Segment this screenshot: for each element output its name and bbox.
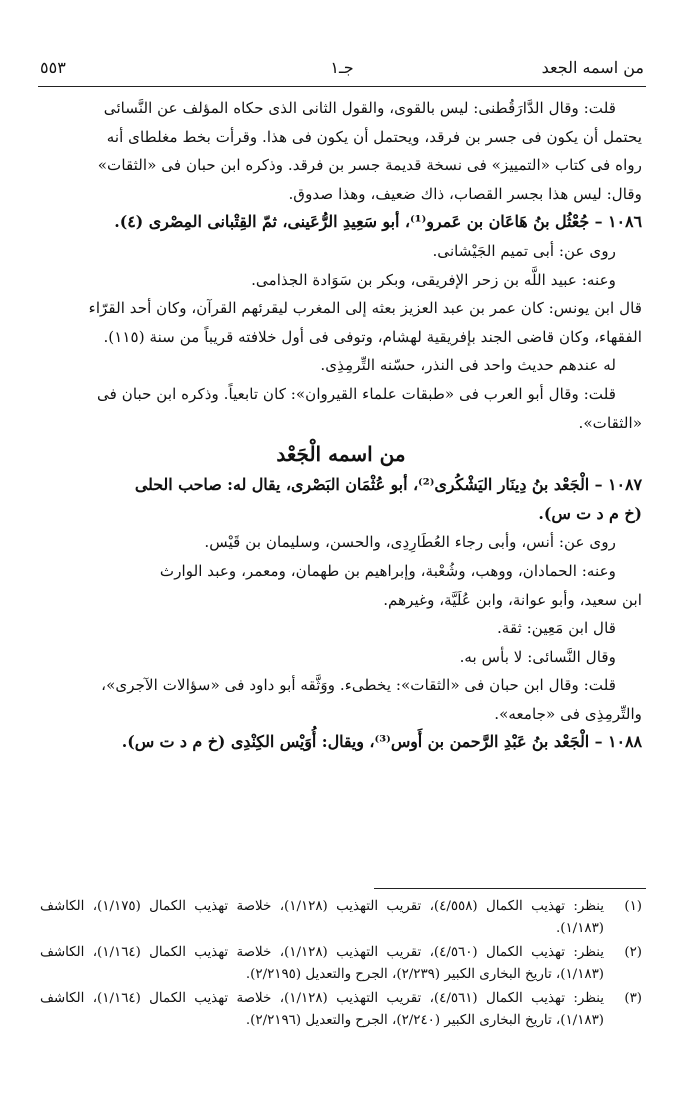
text-line: روى عن: أبى تميم الجَيْشانى. bbox=[432, 241, 616, 260]
entry-heading-1087-cont: (خ م د ت س). bbox=[538, 503, 642, 523]
text-line: الفقهاء، وكان قاضى الجند بإفريقية لهشام، وتوفى فى أول خلافته قريباً من سنة (١١٥). bbox=[103, 327, 642, 346]
footnote-number: (٣) bbox=[624, 991, 642, 1006]
footnote-rule bbox=[374, 888, 646, 889]
footnote-number: (٢) bbox=[624, 945, 642, 960]
main-text bbox=[40, 94, 642, 757]
text-line: له عندهم حديث واحد فى النذر، حسّنه التِّرمِذِى. bbox=[320, 356, 616, 375]
footnote-text: ينظر: تهذيب الكمال (٤/٥٦١)، تقريب التهذيب (١/١٢٨)، خلاصة تهذيب الكمال (١/١٦٤)، الكاشف (١/١٨٣)، تاريخ البخارى الكبير (٢/٢٤٠)، الجرح والتعديل (٢/٢١٩٦). bbox=[40, 991, 604, 1028]
text-line: وقال: ليس هذا بجسر القصاب، ذاك ضعيف، وهذا صدوق. bbox=[288, 184, 642, 203]
footnote-text: ينظر: تهذيب الكمال (٤/٥٦٠)، تقريب التهذيب (١/١٢٨)، خلاصة تهذيب الكمال (١/١٦٤)، الكاشف (١/١٨٣)، تاريخ البخارى الكبير (٢/٢٣٩)، الجرح والتعديل (٢/٢١٩٥). bbox=[40, 945, 604, 982]
footnotes bbox=[40, 896, 644, 1034]
header-rule bbox=[38, 86, 646, 87]
footnote-2 bbox=[40, 942, 644, 985]
text-line: وعنه: عبيد اللَّه بن زحر الإفريقى، وبكر بن سَوَادة الجذامى. bbox=[251, 270, 616, 289]
text-line: قلت: وقال الدَّارَقُطنى: ليس بالقوى، والقول الثانى الذى حكاه المؤلف عن النَّسائى bbox=[103, 99, 616, 117]
text-line: رواه فى كتاب «التمييز» فى نسخة قديمة جسر بن فرقد. وذكره ابن حبان فى «الثقات» bbox=[97, 156, 642, 175]
text-line: قال ابن مَعِين: ثقة. bbox=[496, 619, 616, 638]
text-line: قلت: وقال أبو العرب فى «طبقات علماء القيروان»: كان تابعياً. وذكره ابن حبان فى bbox=[96, 384, 616, 403]
entry-heading-1087: ١٠٨٧ – الْجَعْد بنُ دِينَار اليَشْكُرى⁽²⁾، أبو عُثْمَان البَصْرى، يقال له: صاحب الحلى bbox=[134, 475, 642, 495]
text-line: والتِّرمِذِى فى «جامعه». bbox=[494, 704, 642, 723]
text-line: يحتمل أن يكون فى جسر بن فرقد، ويحتمل أن يكون فى هذا. وقرأت بخط مغلطاى أنه bbox=[106, 127, 642, 146]
footnote-text: ينظر: تهذيب الكمال (٤/٥٥٨)، تقريب التهذيب (١/١٢٨)، خلاصة تهذيب الكمال (١/١٧٥)، الكاشف (١/١٨٣). bbox=[40, 899, 604, 936]
text-line: قال ابن يونس: كان عمر بن عبد العزيز بعثه إلى المغرب ليقرئهم القرآن، وكان أحد القرّاء bbox=[88, 299, 642, 318]
entry-heading-1086: ١٠٨٦ – جُعْثُل بنُ هَاعَان بن عَمرو⁽¹⁾، أبو سَعِيدِ الرُّعَينى، ثمّ القِتْبانى المِصْرى (٤). bbox=[114, 212, 642, 232]
section-title: من اسمه الْجَعْد bbox=[276, 442, 406, 467]
text-line: وعنه: الحمادان، ووهب، وشُعْبة، وإبراهيم بن طهمان، ومعمر، وعبد الوارث bbox=[159, 561, 616, 580]
text-line: «الثقات». bbox=[578, 413, 642, 432]
entry-heading-1088: ١٠٨٨ – الْجَعْد بنُ عَبْدِ الرَّحمن بن أَوس⁽³⁾، ويقال: أُوَيْس الكِنْدِى (خ م د ت س). bbox=[121, 732, 642, 752]
running-header bbox=[40, 58, 644, 84]
page-number: ٥٥٣ bbox=[40, 58, 66, 77]
footnote-number: (١) bbox=[624, 899, 642, 914]
text-line: وقال النَّسائى: لا بأس به. bbox=[459, 647, 616, 666]
text-line: ابن سعيد، وأبو عوانة، وابن عُلَيَّة، وغيرهم. bbox=[383, 590, 642, 609]
running-title: من اسمه الجعد bbox=[541, 58, 644, 77]
text-line: روى عن: أنس، وأبى رجاء العُطَارِدِى، والحسن، وسليمان بن قَيْس. bbox=[204, 533, 616, 552]
footnote-1 bbox=[40, 896, 644, 939]
text-line: قلت: وقال ابن حبان فى «الثقات»: يخطىء. ووَثَّقه أبو داود فى «سؤالات الآجرى»، bbox=[101, 676, 616, 695]
footnote-3 bbox=[40, 988, 644, 1031]
volume-label: جـ١ bbox=[330, 58, 354, 77]
